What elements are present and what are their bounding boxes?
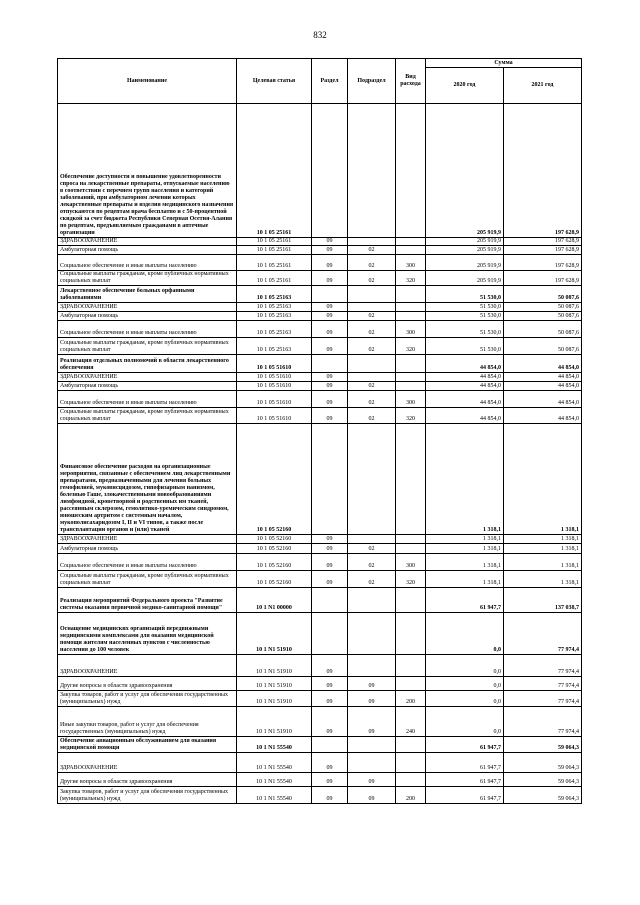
row-value-2020: 1 318,1 xyxy=(426,424,504,535)
row-value-2020: 1 318,1 xyxy=(426,571,504,588)
row-target: 10 1 05 52160 xyxy=(237,554,312,571)
row-target: 10 1 05 51610 xyxy=(237,408,312,424)
table-row xyxy=(58,373,582,382)
row-subsection: 09 xyxy=(348,787,396,804)
table-row xyxy=(58,535,582,544)
row-value-2021: 59 064,3 xyxy=(504,787,582,804)
row-target: 10 1 05 25163 xyxy=(237,338,312,355)
table-row xyxy=(58,691,582,707)
row-value-2020: 1 318,1 xyxy=(426,544,504,554)
header-year-2020: 2020 год xyxy=(426,68,504,104)
row-section: 09 xyxy=(312,655,348,677)
row-value-2020: 51 530,0 xyxy=(426,338,504,355)
row-value-2020: 205 919,9 xyxy=(426,238,504,246)
row-target: 10 1 05 52160 xyxy=(237,424,312,535)
row-section: 09 xyxy=(312,787,348,804)
row-value-2021: 44 854,0 xyxy=(504,373,582,382)
row-expense-type: 320 xyxy=(396,338,426,355)
row-value-2020: 44 854,0 xyxy=(426,382,504,391)
row-value-2021: 197 628,9 xyxy=(504,271,582,286)
row-value-2020: 0,0 xyxy=(426,707,504,737)
row-section: 09 xyxy=(312,255,348,271)
row-name: Социальные выплаты гражданам, кроме публичных нормативных социальных выплат xyxy=(58,408,237,424)
row-name: Оснащение медицинских организаций передвижными медицинскими комплексами для оказания медицинской помощи жителям населенных пунктов с численностью населения до 100 человек xyxy=(58,613,237,655)
row-subsection: 02 xyxy=(348,544,396,554)
row-subsection: 02 xyxy=(348,312,396,321)
row-target: 10 1 N1 51910 xyxy=(237,613,312,655)
row-subsection: 09 xyxy=(348,677,396,691)
row-value-2020: 51 530,0 xyxy=(426,303,504,312)
row-target: 10 1 05 25161 xyxy=(237,271,312,286)
row-section: 09 xyxy=(312,408,348,424)
row-expense-type xyxy=(396,544,426,554)
row-name: Другие вопросы в области здравоохранения xyxy=(58,773,237,787)
row-name: Закупка товаров, работ и услуг для обеспечения государственных (муниципальных) нужд xyxy=(58,787,237,804)
row-section: 09 xyxy=(312,554,348,571)
row-value-2021: 197 628,9 xyxy=(504,238,582,246)
row-expense-type xyxy=(396,355,426,373)
row-value-2020: 61 947,7 xyxy=(426,737,504,753)
row-value-2020: 51 530,0 xyxy=(426,286,504,303)
row-expense-type xyxy=(396,613,426,655)
row-value-2020: 61 947,7 xyxy=(426,787,504,804)
row-subsection xyxy=(348,588,396,613)
row-target: 10 1 N1 55540 xyxy=(237,737,312,753)
row-expense-type xyxy=(396,773,426,787)
row-expense-type: 320 xyxy=(396,408,426,424)
row-section: 09 xyxy=(312,691,348,707)
table-row xyxy=(58,544,582,554)
table-row xyxy=(58,246,582,255)
row-target: 10 1 N1 55540 xyxy=(237,787,312,804)
row-name: Социальное обеспечение и иные выплаты населению xyxy=(58,321,237,338)
row-value-2021: 50 087,6 xyxy=(504,303,582,312)
table-row xyxy=(58,424,582,535)
header-sum: Сумма xyxy=(426,59,582,68)
row-target: 10 1 05 25161 xyxy=(237,104,312,238)
row-subsection xyxy=(348,535,396,544)
row-value-2021: 44 854,0 xyxy=(504,391,582,408)
row-value-2021: 1 318,1 xyxy=(504,424,582,535)
row-section: 09 xyxy=(312,753,348,773)
row-expense-type: 300 xyxy=(396,321,426,338)
row-expense-type: 240 xyxy=(396,707,426,737)
row-name: ЗДРАВООХРАНЕНИЕ xyxy=(58,373,237,382)
row-value-2020: 0,0 xyxy=(426,677,504,691)
row-target: 10 1 05 25163 xyxy=(237,312,312,321)
row-section: 09 xyxy=(312,303,348,312)
row-target: 10 1 N1 51910 xyxy=(237,655,312,677)
row-section: 09 xyxy=(312,773,348,787)
row-name: Социальное обеспечение и иные выплаты населению xyxy=(58,391,237,408)
header-subsection: Подраздел xyxy=(348,59,396,104)
table-row xyxy=(58,677,582,691)
row-value-2021: 44 854,0 xyxy=(504,355,582,373)
row-target: 10 1 N1 51910 xyxy=(237,707,312,737)
row-value-2021: 1 318,1 xyxy=(504,554,582,571)
table-row xyxy=(58,104,582,238)
row-value-2021: 197 628,9 xyxy=(504,246,582,255)
row-section: 09 xyxy=(312,535,348,544)
row-subsection: 09 xyxy=(348,691,396,707)
row-name: Амбулаторная помощь xyxy=(58,382,237,391)
row-value-2021: 50 087,6 xyxy=(504,321,582,338)
row-section xyxy=(312,355,348,373)
row-value-2021: 59 064,3 xyxy=(504,753,582,773)
row-value-2021: 197 628,9 xyxy=(504,255,582,271)
row-target: 10 1 N1 51910 xyxy=(237,691,312,707)
row-name: ЗДРАВООХРАНЕНИЕ xyxy=(58,303,237,312)
row-value-2021: 1 318,1 xyxy=(504,535,582,544)
row-value-2020: 61 947,7 xyxy=(426,753,504,773)
row-expense-type: 200 xyxy=(396,787,426,804)
row-section: 09 xyxy=(312,707,348,737)
row-section: 09 xyxy=(312,544,348,554)
table-row xyxy=(58,303,582,312)
row-section xyxy=(312,737,348,753)
row-expense-type xyxy=(396,655,426,677)
row-value-2020: 205 919,9 xyxy=(426,104,504,238)
table-row xyxy=(58,391,582,408)
header-year-2021: 2021 год xyxy=(504,68,582,104)
row-value-2021: 50 087,6 xyxy=(504,286,582,303)
row-value-2021: 77 974,4 xyxy=(504,677,582,691)
row-value-2021: 59 064,3 xyxy=(504,737,582,753)
table-body xyxy=(58,104,582,804)
header-name: Наименование xyxy=(58,59,237,104)
row-name: ЗДРАВООХРАНЕНИЕ xyxy=(58,535,237,544)
row-section xyxy=(312,588,348,613)
row-section: 09 xyxy=(312,246,348,255)
row-name: Финансовое обеспечение расходов на организационные мероприятия, связанные с обеспечением лиц лекарственными препаратами, предназначенными для лечения больных гемофилией, муковисцидозом, гипофизарным нанизмом, болезнью Гаше, злокачественными новообразованиями лимфоидной, кроветворной и родственных им тканей, рассеянным склерозом, гемолитико-уремическим синдромом, юношеским артритом с системным началом, мукополисахаридозом I, II и VI типов, а также после трансплантации органов и (или) тканей xyxy=(58,424,237,535)
row-subsection: 02 xyxy=(348,246,396,255)
row-value-2020: 1 318,1 xyxy=(426,535,504,544)
row-subsection xyxy=(348,286,396,303)
table-row xyxy=(58,588,582,613)
row-target: 10 1 05 25161 xyxy=(237,238,312,246)
row-value-2020: 44 854,0 xyxy=(426,391,504,408)
table-row xyxy=(58,707,582,737)
row-section: 09 xyxy=(312,382,348,391)
row-subsection: 02 xyxy=(348,255,396,271)
row-value-2021: 1 318,1 xyxy=(504,571,582,588)
row-expense-type: 320 xyxy=(396,571,426,588)
row-subsection: 02 xyxy=(348,382,396,391)
row-section: 09 xyxy=(312,677,348,691)
row-subsection xyxy=(348,753,396,773)
row-value-2020: 0,0 xyxy=(426,613,504,655)
row-value-2020: 205 919,9 xyxy=(426,271,504,286)
row-name: Реализация отдельных полномочий в области лекарственного обеспечения xyxy=(58,355,237,373)
row-value-2021: 50 087,6 xyxy=(504,338,582,355)
budget-table xyxy=(57,58,582,804)
row-value-2021: 77 974,4 xyxy=(504,707,582,737)
row-subsection: 02 xyxy=(348,554,396,571)
row-subsection xyxy=(348,303,396,312)
row-expense-type xyxy=(396,677,426,691)
table-row xyxy=(58,321,582,338)
row-target: 10 1 05 51610 xyxy=(237,391,312,408)
row-expense-type xyxy=(396,104,426,238)
table-row xyxy=(58,753,582,773)
row-value-2021: 77 974,4 xyxy=(504,691,582,707)
row-value-2021: 44 854,0 xyxy=(504,408,582,424)
row-value-2020: 205 919,9 xyxy=(426,255,504,271)
row-subsection xyxy=(348,424,396,535)
row-subsection: 09 xyxy=(348,773,396,787)
table-row xyxy=(58,554,582,571)
row-target: 10 1 05 51610 xyxy=(237,382,312,391)
row-target: 10 1 N1 51910 xyxy=(237,677,312,691)
row-target: 10 1 05 52160 xyxy=(237,544,312,554)
row-expense-type xyxy=(396,303,426,312)
table-row xyxy=(58,271,582,286)
row-section: 09 xyxy=(312,312,348,321)
row-subsection: 02 xyxy=(348,571,396,588)
row-expense-type xyxy=(396,424,426,535)
row-name: Другие вопросы в области здравоохранения xyxy=(58,677,237,691)
row-value-2020: 205 919,9 xyxy=(426,246,504,255)
header-expense-type: Вид расхода xyxy=(396,59,426,104)
row-expense-type xyxy=(396,737,426,753)
row-expense-type xyxy=(396,588,426,613)
table-row xyxy=(58,355,582,373)
row-expense-type xyxy=(396,535,426,544)
table-row xyxy=(58,737,582,753)
row-expense-type: 300 xyxy=(396,554,426,571)
row-value-2021: 137 038,7 xyxy=(504,588,582,613)
row-value-2020: 44 854,0 xyxy=(426,373,504,382)
row-value-2021: 50 087,6 xyxy=(504,312,582,321)
row-target: 10 1 05 25163 xyxy=(237,286,312,303)
row-name: Амбулаторная помощь xyxy=(58,246,237,255)
row-subsection: 02 xyxy=(348,408,396,424)
table-row xyxy=(58,382,582,391)
row-subsection xyxy=(348,613,396,655)
row-section: 09 xyxy=(312,571,348,588)
row-value-2020: 44 854,0 xyxy=(426,408,504,424)
row-name: ЗДРАВООХРАНЕНИЕ xyxy=(58,238,237,246)
row-value-2020: 61 947,7 xyxy=(426,588,504,613)
row-section xyxy=(312,424,348,535)
table-row xyxy=(58,787,582,804)
row-subsection xyxy=(348,238,396,246)
row-section xyxy=(312,286,348,303)
row-section: 09 xyxy=(312,391,348,408)
table-row xyxy=(58,773,582,787)
row-value-2021: 44 854,0 xyxy=(504,382,582,391)
table-row xyxy=(58,286,582,303)
row-name: Социальное обеспечение и иные выплаты населению xyxy=(58,255,237,271)
row-value-2020: 0,0 xyxy=(426,691,504,707)
row-section: 09 xyxy=(312,271,348,286)
row-subsection xyxy=(348,355,396,373)
row-name: Социальное обеспечение и иные выплаты населению xyxy=(58,554,237,571)
row-section: 09 xyxy=(312,373,348,382)
row-subsection: 02 xyxy=(348,391,396,408)
row-subsection xyxy=(348,373,396,382)
row-name: ЗДРАВООХРАНЕНИЕ xyxy=(58,655,237,677)
row-name: Обеспечение доступности и повышение удовлетворенности спроса на лекарственные препараты, отпускаемые населению в соответствии с перечнем групп населения и категорий заболеваний, при амбулаторном лечении которых лекарственные препараты и изделия медицинского назначения отпускаются по рецептам врача бесплатно и с 50-процентной скидкой за счет бюджета Республики Северная Осетия-Алания по рецептам, предъявляемым гражданами в аптечные организации xyxy=(58,104,237,238)
row-subsection: 02 xyxy=(348,271,396,286)
row-target: 10 1 05 25161 xyxy=(237,246,312,255)
row-name: Социальные выплаты гражданам, кроме публичных нормативных социальных выплат xyxy=(58,338,237,355)
header-target: Целевая статья xyxy=(237,59,312,104)
row-value-2021: 77 974,4 xyxy=(504,655,582,677)
table-row xyxy=(58,571,582,588)
row-section xyxy=(312,104,348,238)
row-name: ЗДРАВООХРАНЕНИЕ xyxy=(58,753,237,773)
row-value-2020: 51 530,0 xyxy=(426,312,504,321)
row-name: Обеспечение авиационным обслуживанием для оказания медицинской помощи xyxy=(58,737,237,753)
row-name: Социальные выплаты гражданам, кроме публичных нормативных социальных выплат xyxy=(58,271,237,286)
row-subsection: 02 xyxy=(348,338,396,355)
row-name: Амбулаторная помощь xyxy=(58,312,237,321)
row-value-2021: 197 628,9 xyxy=(504,104,582,238)
row-value-2020: 51 530,0 xyxy=(426,321,504,338)
row-subsection xyxy=(348,737,396,753)
row-section: 09 xyxy=(312,338,348,355)
row-section xyxy=(312,613,348,655)
row-name: Социальные выплаты гражданам, кроме публичных нормативных социальных выплат xyxy=(58,571,237,588)
row-name: Амбулаторная помощь xyxy=(58,544,237,554)
row-section: 09 xyxy=(312,321,348,338)
table-row xyxy=(58,255,582,271)
row-name: Лекарственное обеспечение больных орфанными заболеваниями xyxy=(58,286,237,303)
row-value-2021: 1 318,1 xyxy=(504,544,582,554)
row-section: 09 xyxy=(312,238,348,246)
row-subsection xyxy=(348,104,396,238)
row-target: 10 1 05 25161 xyxy=(237,255,312,271)
page-number: 832 xyxy=(313,30,327,40)
row-expense-type: 320 xyxy=(396,271,426,286)
row-target: 10 1 05 52160 xyxy=(237,535,312,544)
row-target: 10 1 N1 00000 xyxy=(237,588,312,613)
row-target: 10 1 05 25163 xyxy=(237,321,312,338)
row-subsection: 02 xyxy=(348,321,396,338)
row-expense-type xyxy=(396,238,426,246)
row-name: Реализация мероприятий Федерального проекта "Развитие системы оказания первичной медико-санитарной помощи" xyxy=(58,588,237,613)
row-target: 10 1 05 25163 xyxy=(237,303,312,312)
row-expense-type xyxy=(396,312,426,321)
row-target: 10 1 05 51610 xyxy=(237,373,312,382)
row-subsection: 09 xyxy=(348,707,396,737)
row-subsection xyxy=(348,655,396,677)
row-name: Иные закупки товаров, работ и услуг для обеспечения государственных (муниципальных) нужд xyxy=(58,707,237,737)
row-expense-type xyxy=(396,753,426,773)
row-value-2020: 1 318,1 xyxy=(426,554,504,571)
row-value-2020: 44 854,0 xyxy=(426,355,504,373)
table-row xyxy=(58,408,582,424)
row-target: 10 1 N1 55540 xyxy=(237,773,312,787)
header-section: Раздел xyxy=(312,59,348,104)
table-row xyxy=(58,312,582,321)
row-expense-type: 300 xyxy=(396,391,426,408)
table-row xyxy=(58,338,582,355)
row-value-2021: 59 064,3 xyxy=(504,773,582,787)
row-expense-type: 200 xyxy=(396,691,426,707)
row-expense-type xyxy=(396,246,426,255)
row-expense-type xyxy=(396,373,426,382)
row-target: 10 1 05 52160 xyxy=(237,571,312,588)
row-target: 10 1 05 51610 xyxy=(237,355,312,373)
row-expense-type xyxy=(396,286,426,303)
table-row xyxy=(58,238,582,246)
row-name: Закупка товаров, работ и услуг для обеспечения государственных (муниципальных) нужд xyxy=(58,691,237,707)
row-value-2021: 77 974,4 xyxy=(504,613,582,655)
row-value-2020: 0,0 xyxy=(426,655,504,677)
table-row xyxy=(58,613,582,655)
row-target: 10 1 N1 55540 xyxy=(237,753,312,773)
row-expense-type: 300 xyxy=(396,255,426,271)
table-row xyxy=(58,655,582,677)
row-value-2020: 61 947,7 xyxy=(426,773,504,787)
row-expense-type xyxy=(396,382,426,391)
